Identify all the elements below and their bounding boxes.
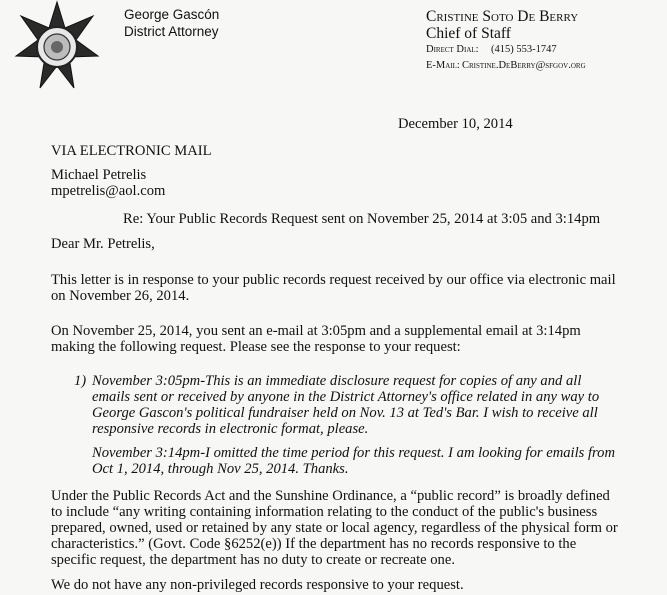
paragraph-3-line: to include “any writing containing information relating to the conduct of the public's business	[51, 504, 598, 520]
request-followup-line: Oct 1, 2014, through Nov 25, 2014. Thanks.	[92, 461, 349, 477]
request-line: George Gascon's political fundraiser held on Nov. 13 at Ted's Bar. I wish to receive all	[92, 405, 598, 421]
paragraph-3-line: prepared, owned, used or retained by any state or local agency, regardless of the physical form or	[51, 520, 618, 536]
email-label: E-Mail:	[426, 60, 460, 71]
paragraph-3-line: characteristics.” (Govt. Code §6252(e)) If the department has no records responsive to the	[51, 536, 577, 552]
chief-of-staff-title: Chief of Staff	[426, 25, 511, 42]
paragraph-2-line: making the following request. Please see the response to your request:	[51, 339, 461, 355]
direct-dial-value: (415) 553-1747	[491, 44, 557, 55]
subject-line: Re: Your Public Records Request sent on November 25, 2014 at 3:05 and 3:14pm	[123, 211, 601, 227]
recipient-name: Michael Petrelis	[51, 167, 147, 183]
request-line: responsive records in electronic format, please.	[92, 421, 369, 437]
request-followup-line: November 3:14pm-I omitted the time period for this request. I am looking for emails from	[92, 445, 616, 461]
paragraph-4: We do not have any non-privileged records responsive to your request.	[51, 577, 464, 593]
da-name: George Gascón	[124, 7, 220, 22]
seal-icon	[14, 0, 100, 92]
email-value: Cristine.DeBerry@sfgov.org	[462, 60, 586, 71]
request-item-number: 1)	[74, 373, 87, 389]
paragraph-2-line: On November 25, 2014, you sent an e-mail at 3:05pm and a supplemental email at 3:14pm	[51, 323, 581, 339]
paragraph-3-line: Under the Public Records Act and the Sunshine Ordinance, a “public record” is broadly defined	[51, 488, 610, 504]
chief-of-staff-name: Cristine Soto De Berry	[426, 8, 579, 25]
paragraph-1-line: This letter is in response to your public records request received by our office via electronic mail	[51, 272, 616, 288]
paragraph-3-line: specific request, the department has no duty to create or recreate one.	[51, 552, 455, 568]
direct-dial-label: Direct Dial:	[426, 44, 479, 55]
delivery-method: VIA ELECTRONIC MAIL	[51, 143, 212, 159]
da-title: District Attorney	[124, 24, 219, 39]
recipient-email: mpetrelis@aol.com	[51, 183, 166, 199]
letter-date: December 10, 2014	[398, 116, 513, 132]
request-line: November 3:05pm-This is an immediate disclosure request for copies of any and all	[92, 373, 582, 389]
request-line: emails sent or received by anyone in the District Attorney's office related in any way to	[92, 389, 600, 405]
salutation: Dear Mr. Petrelis,	[51, 236, 155, 252]
paragraph-1-line: on November 26, 2014.	[51, 288, 190, 304]
